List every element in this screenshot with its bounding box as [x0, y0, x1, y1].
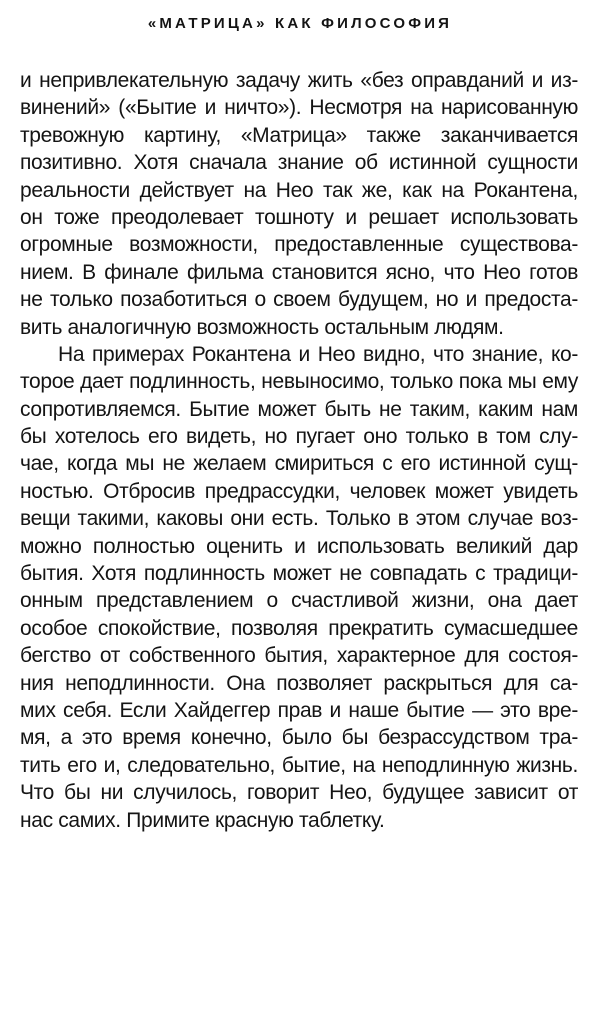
text-line: особое спокойствие, позволяя прекратить сумасшедшее	[20, 616, 578, 640]
text-line: бегство от собственного бытия, характерное для состоя-	[20, 644, 578, 668]
text-line: мих себя. Если Хайдеггер прав и наше бытие — это вре-	[20, 698, 578, 722]
paragraph-2	[20, 341, 578, 834]
paragraph-1	[20, 67, 578, 341]
text-line: винений» («Бытие и ничто»). Несмотря на нарисованную	[20, 96, 578, 120]
running-header: «МАТРИЦА» КАК ФИЛОСОФИЯ	[147, 15, 453, 32]
text-line: позитивно. Хотя сначала знание об истинной сущности	[20, 151, 578, 175]
text-line: чае, когда мы не желаем смириться с его истинной сущ-	[20, 452, 578, 476]
text-line: Что бы ни случилось, говорит Нео, будущее зависит от	[20, 781, 578, 805]
text-line: не только позаботиться о своем будущем, но и предоста-	[20, 288, 578, 312]
text-line: нием. В финале фильма становится ясно, что Нео готов	[20, 260, 578, 284]
text-line: и непривлекательную задачу жить «без оправданий и из-	[20, 69, 578, 92]
text-line: нас самих. Примите красную таблетку.	[20, 808, 385, 832]
text-line: реальности действует на Нео так же, как на Рокантена,	[20, 178, 578, 202]
body-text	[20, 67, 578, 834]
text-line: вещи такими, каковы они есть. Только в этом случае воз-	[20, 507, 578, 531]
text-line: бытия. Хотя подлинность может не совпадать с традици-	[20, 562, 578, 586]
text-line: бы хотелось его видеть, но пугает оно только в том слу-	[20, 425, 578, 449]
text-line: ностью. Отбросив предрассудки, человек может увидеть	[20, 479, 578, 503]
text-line: вить аналогичную возможность остальным людям.	[20, 315, 504, 339]
text-line: торое дает подлинность, невыносимо, только пока мы ему	[20, 370, 578, 394]
text-line: он тоже преодолевает тошноту и решает использовать	[20, 205, 578, 229]
text-line: ния неподлинности. Она позволяет раскрыться для са-	[20, 671, 578, 695]
text-line: огромные возможности, предоставленные существова-	[20, 233, 578, 257]
text-line: можно полностью оценить и использовать великий дар	[20, 534, 578, 558]
text-line: тревожную картину, «Матрица» также заканчивается	[20, 123, 578, 147]
text-line: тить его и, следовательно, бытие, на неподлинную жизнь.	[20, 753, 578, 777]
text-line: онным представлением о счастливой жизни, она дает	[20, 589, 578, 613]
text-line: мя, а это время конечно, было бы безрассудством тра-	[20, 726, 578, 750]
text-line: На примерах Рокантена и Нео видно, что знание, ко-	[58, 342, 578, 366]
text-line: сопротивляемся. Бытие может быть не таким, каким нам	[20, 397, 578, 421]
